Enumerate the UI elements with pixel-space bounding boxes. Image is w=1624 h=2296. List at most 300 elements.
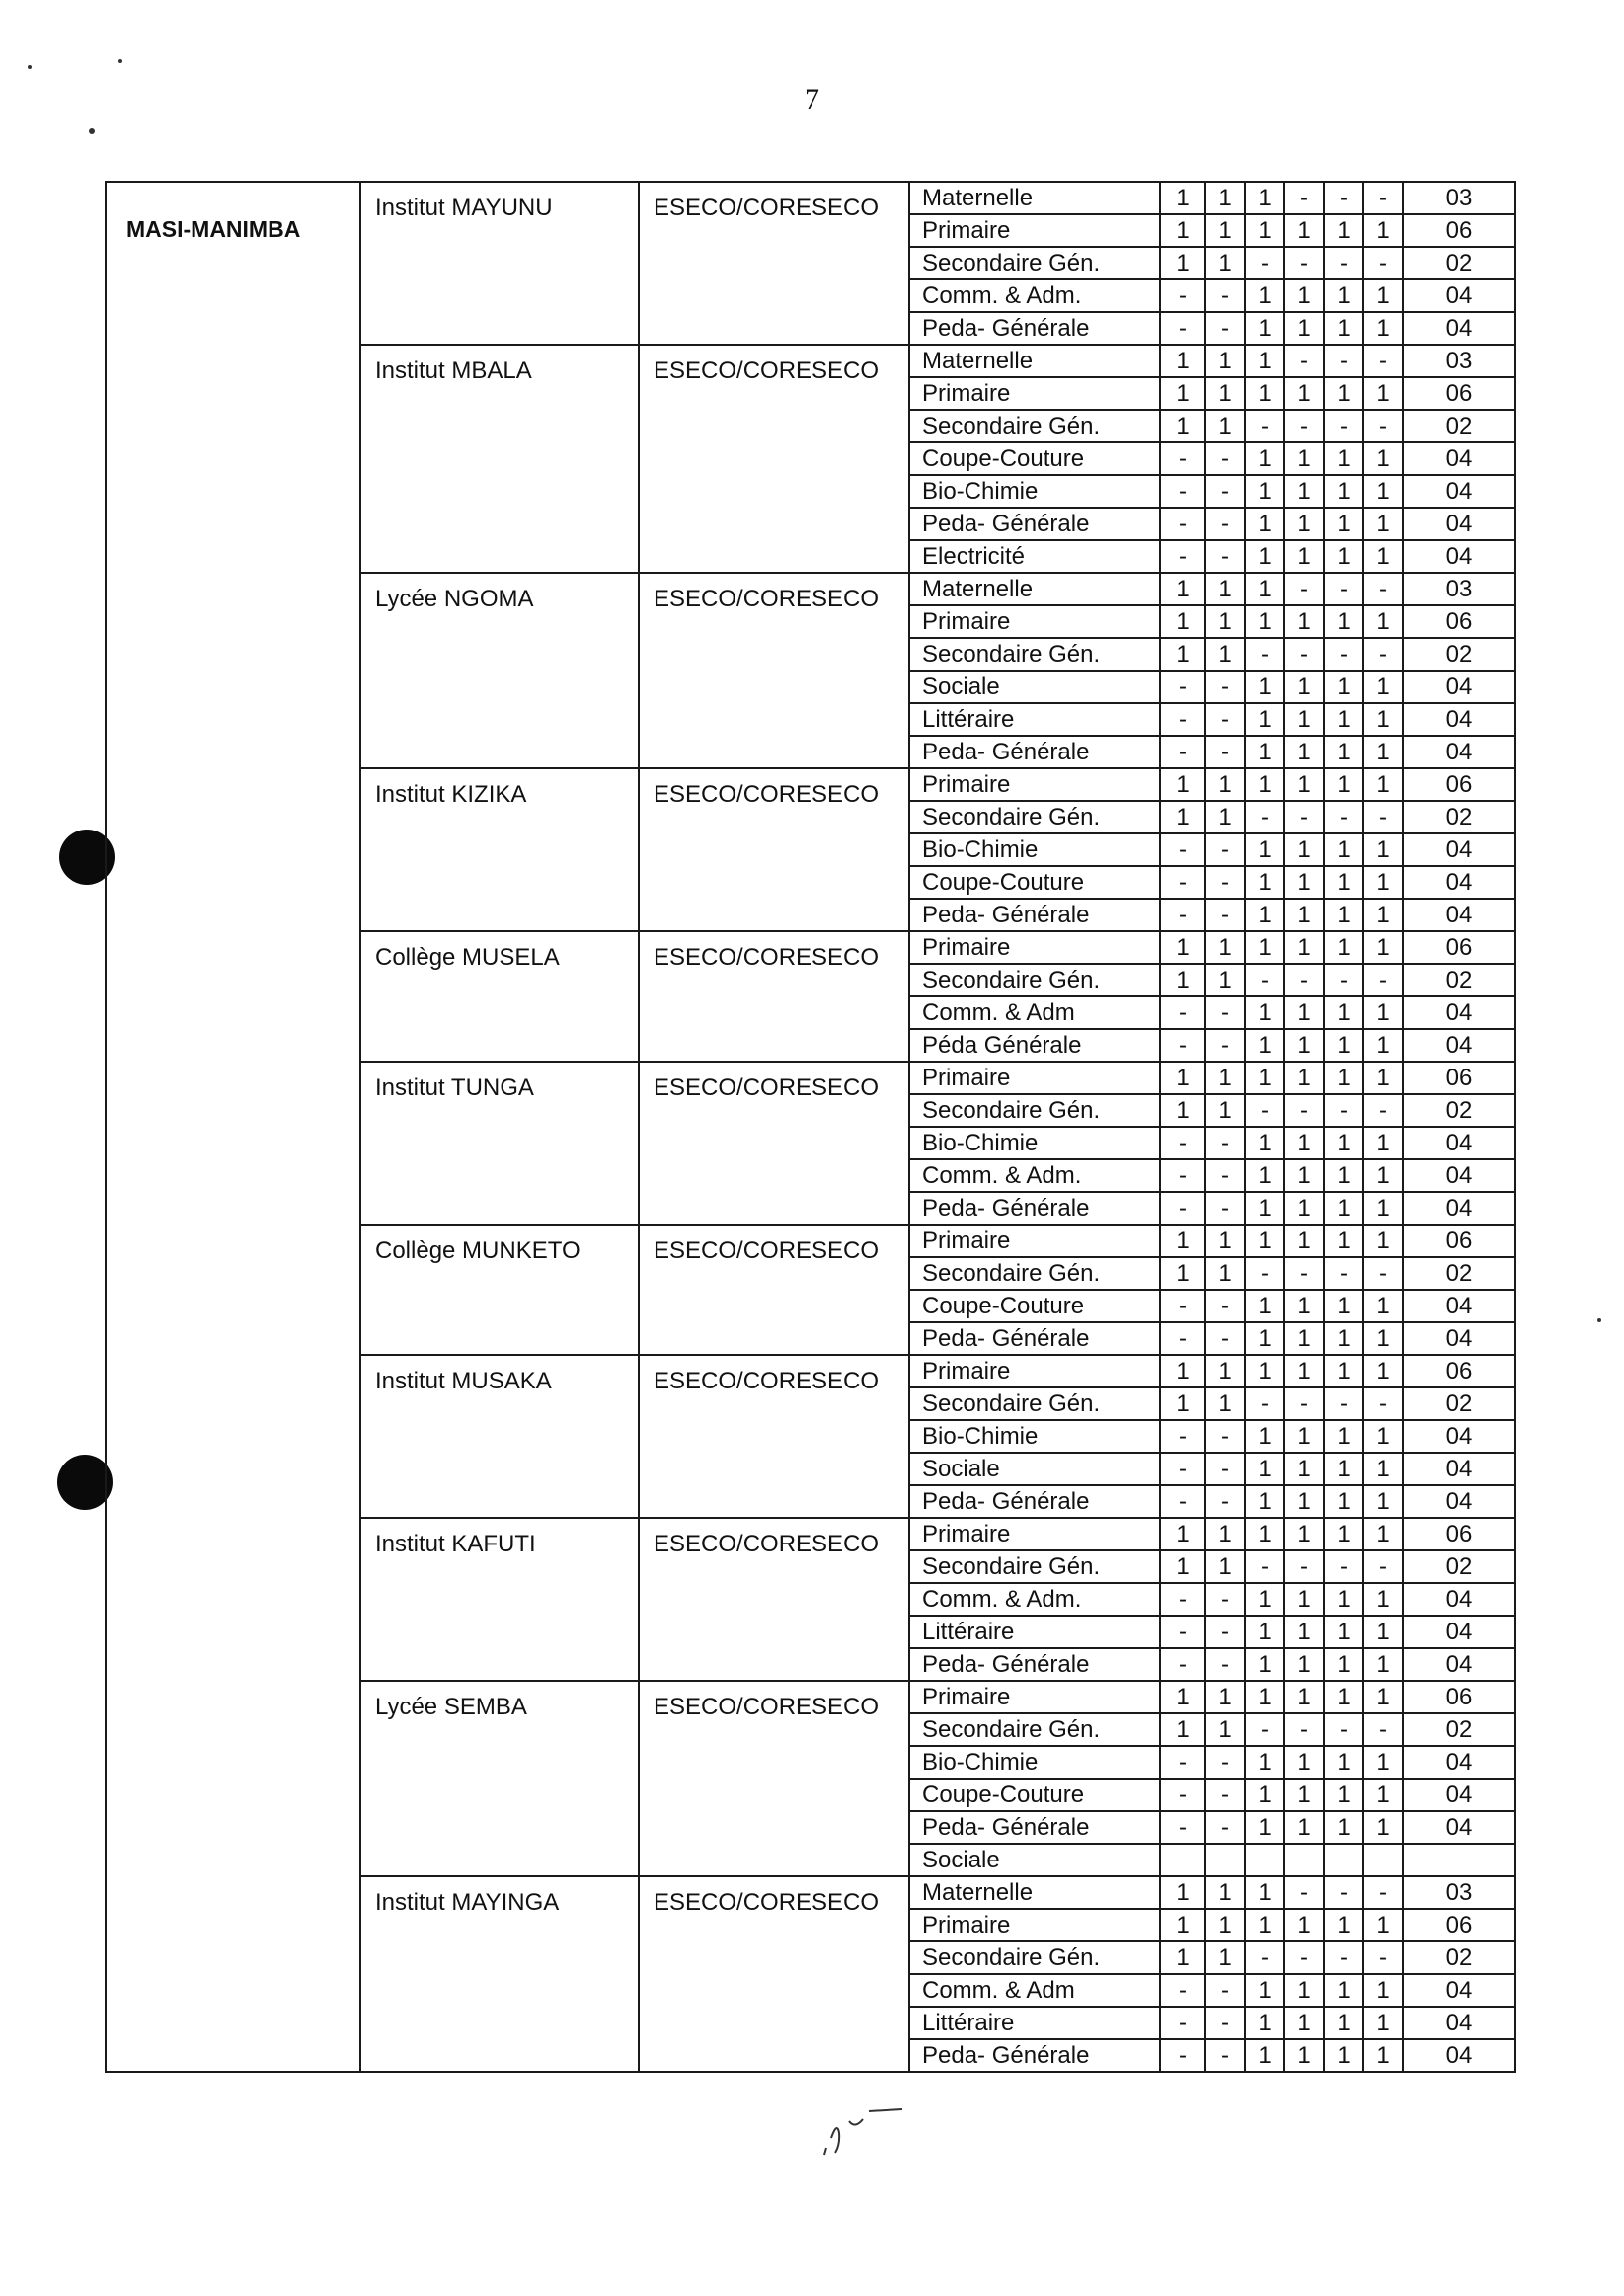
class-count-cell: 1 [1160,964,1205,996]
class-count-cell: 1 [1245,605,1284,638]
class-count-cell: 1 [1160,1387,1205,1420]
class-count-cell: - [1205,736,1245,768]
class-count-cell: 1 [1245,508,1284,540]
option-label: Bio-Chimie [909,1746,1160,1779]
school-name: Institut KAFUTI [360,1518,639,1681]
class-count-cell: - [1284,573,1324,605]
total-cell: 02 [1403,1713,1515,1746]
class-count-cell: 1 [1324,540,1363,573]
class-count-cell: 1 [1324,671,1363,703]
class-count-cell: 1 [1160,182,1205,214]
class-count-cell: 1 [1284,1029,1324,1062]
class-count-cell: 1 [1205,1713,1245,1746]
class-count-cell: 1 [1324,1290,1363,1322]
option-label: Littéraire [909,1616,1160,1648]
total-cell: 02 [1403,1550,1515,1583]
class-count-cell: - [1245,638,1284,671]
class-count-cell: 1 [1160,1062,1205,1094]
class-count-cell: 1 [1363,1648,1403,1681]
class-count-cell: 1 [1160,1713,1205,1746]
class-count-cell: - [1205,508,1245,540]
school-organization: ESECO/CORESECO [639,1518,909,1681]
option-label: Comm. & Adm [909,1974,1160,2007]
class-count-cell: 1 [1324,1779,1363,1811]
class-count-cell: 1 [1205,1355,1245,1387]
class-count-cell: 1 [1324,1355,1363,1387]
class-count-cell: 1 [1324,2007,1363,2039]
class-count-cell: 1 [1284,1322,1324,1355]
handwritten-mark [810,2094,928,2163]
class-count-cell: - [1205,2039,1245,2072]
option-label: Sociale [909,1453,1160,1485]
class-count-cell: 1 [1245,768,1284,801]
total-cell: 04 [1403,866,1515,899]
class-count-cell: 1 [1245,1420,1284,1453]
total-cell: 06 [1403,605,1515,638]
class-count-cell [1245,1844,1284,1876]
total-cell: 02 [1403,638,1515,671]
school-name: Institut MBALA [360,345,639,573]
option-label: Péda Générale [909,1029,1160,1062]
option-label: Maternelle [909,573,1160,605]
school-organization: ESECO/CORESECO [639,1225,909,1355]
class-count-cell: 1 [1284,1159,1324,1192]
class-count-cell: 1 [1205,1681,1245,1713]
total-cell: 04 [1403,1322,1515,1355]
scan-speck [28,65,32,69]
class-count-cell: 1 [1245,377,1284,410]
total-cell: 02 [1403,247,1515,279]
class-count-cell: 1 [1324,214,1363,247]
class-count-cell: 1 [1245,540,1284,573]
class-count-cell: - [1205,866,1245,899]
page-number: 7 [805,83,819,116]
option-label: Secondaire Gén. [909,1094,1160,1127]
class-count-cell: - [1363,801,1403,833]
total-cell: 04 [1403,1583,1515,1616]
class-count-cell: 1 [1363,279,1403,312]
option-label: Peda- Générale [909,1648,1160,1681]
class-count-cell: 1 [1284,1355,1324,1387]
class-count-cell: 1 [1245,833,1284,866]
scan-speck [1597,1318,1601,1322]
class-count-cell: 1 [1324,996,1363,1029]
total-cell: 04 [1403,1453,1515,1485]
school-organization: ESECO/CORESECO [639,768,909,931]
option-label: Secondaire Gén. [909,410,1160,442]
total-cell: 04 [1403,899,1515,931]
class-count-cell: 1 [1245,1029,1284,1062]
class-count-cell: - [1363,573,1403,605]
class-count-cell: - [1205,899,1245,931]
class-count-cell: 1 [1284,736,1324,768]
class-count-cell: - [1160,2007,1205,2039]
class-count-cell: - [1205,1974,1245,2007]
option-label: Coupe-Couture [909,1290,1160,1322]
total-cell: 04 [1403,1485,1515,1518]
class-count-cell: 1 [1160,801,1205,833]
option-label: Primaire [909,1225,1160,1257]
class-count-cell: 1 [1324,442,1363,475]
school-organization: ESECO/CORESECO [639,573,909,768]
class-count-cell: - [1245,801,1284,833]
class-count-cell: - [1205,1029,1245,1062]
class-count-cell: 1 [1205,638,1245,671]
class-count-cell: 1 [1245,996,1284,1029]
class-count-cell: 1 [1160,247,1205,279]
class-count-cell: 1 [1245,1811,1284,1844]
class-count-cell: 1 [1284,996,1324,1029]
class-count-cell: 1 [1363,1029,1403,1062]
total-cell: 04 [1403,2007,1515,2039]
class-count-cell: 1 [1324,312,1363,345]
class-count-cell: - [1160,1811,1205,1844]
class-count-cell: 1 [1245,931,1284,964]
class-count-cell: 1 [1160,605,1205,638]
class-count-cell: 1 [1363,475,1403,508]
class-count-cell: 1 [1205,801,1245,833]
class-count-cell: 1 [1245,1681,1284,1713]
class-count-cell: 1 [1284,2039,1324,2072]
school-organization: ESECO/CORESECO [639,1062,909,1225]
class-count-cell: - [1160,540,1205,573]
class-count-cell: - [1205,540,1245,573]
class-count-cell: 1 [1245,573,1284,605]
option-label: Secondaire Gén. [909,638,1160,671]
class-count-cell: 1 [1284,605,1324,638]
class-count-cell: - [1160,703,1205,736]
class-count-cell: 1 [1284,540,1324,573]
class-count-cell: 1 [1363,1290,1403,1322]
class-count-cell: - [1160,1746,1205,1779]
class-count-cell: 1 [1363,866,1403,899]
class-count-cell: 1 [1245,1192,1284,1225]
school-name: Lycée NGOMA [360,573,639,768]
class-count-cell: - [1363,182,1403,214]
class-count-cell: - [1160,1453,1205,1485]
class-count-cell: - [1205,1616,1245,1648]
total-cell: 04 [1403,1648,1515,1681]
class-count-cell: 1 [1284,508,1324,540]
class-count-cell: - [1205,996,1245,1029]
class-count-cell: 1 [1284,1583,1324,1616]
class-count-cell: - [1324,410,1363,442]
class-count-cell: 1 [1363,377,1403,410]
class-count-cell: 1 [1284,1192,1324,1225]
class-count-cell: 1 [1324,2039,1363,2072]
option-label: Coupe-Couture [909,1779,1160,1811]
class-count-cell: 1 [1245,1290,1284,1322]
class-count-cell: - [1160,1127,1205,1159]
total-cell: 04 [1403,312,1515,345]
class-count-cell: - [1205,1420,1245,1453]
class-count-cell: - [1324,1550,1363,1583]
class-count-cell: 1 [1324,1811,1363,1844]
option-label: Primaire [909,768,1160,801]
class-count-cell: 1 [1160,345,1205,377]
class-count-cell: - [1160,1616,1205,1648]
class-count-cell: 1 [1160,410,1205,442]
class-count-cell: 1 [1363,1909,1403,1941]
class-count-cell: 1 [1324,703,1363,736]
class-count-cell: - [1284,964,1324,996]
class-count-cell [1284,1844,1324,1876]
class-count-cell: - [1205,1192,1245,1225]
class-count-cell: 1 [1284,1811,1324,1844]
class-count-cell: 1 [1284,1062,1324,1094]
class-count-cell: 1 [1284,1420,1324,1453]
class-count-cell: - [1363,1941,1403,1974]
total-cell: 03 [1403,345,1515,377]
total-cell: 02 [1403,1257,1515,1290]
total-cell: 04 [1403,1290,1515,1322]
class-count-cell: - [1245,964,1284,996]
class-count-cell: 1 [1284,1648,1324,1681]
option-label: Peda- Générale [909,736,1160,768]
option-label: Maternelle [909,182,1160,214]
class-count-cell: 1 [1363,1453,1403,1485]
class-count-cell: 1 [1363,1420,1403,1453]
total-cell: 02 [1403,1941,1515,1974]
class-count-cell: - [1363,1387,1403,1420]
total-cell: 06 [1403,1909,1515,1941]
class-count-cell: 1 [1363,605,1403,638]
class-count-cell: - [1324,1941,1363,1974]
school-organization: ESECO/CORESECO [639,1355,909,1518]
class-count-cell: - [1284,182,1324,214]
option-label: Primaire [909,1355,1160,1387]
class-count-cell: 1 [1363,1159,1403,1192]
option-label: Coupe-Couture [909,442,1160,475]
class-count-cell: 1 [1205,1518,1245,1550]
class-count-cell: - [1324,964,1363,996]
class-count-cell: - [1160,1485,1205,1518]
option-label: Maternelle [909,345,1160,377]
total-cell [1403,1844,1515,1876]
class-count-cell: 1 [1160,377,1205,410]
class-count-cell: 1 [1284,279,1324,312]
class-count-cell: 1 [1363,931,1403,964]
class-count-cell: 1 [1245,1779,1284,1811]
class-count-cell: - [1160,312,1205,345]
class-count-cell: 1 [1324,768,1363,801]
total-cell: 04 [1403,833,1515,866]
school-options-table [105,181,1516,2073]
class-count-cell: 1 [1363,312,1403,345]
class-count-cell: 1 [1160,1225,1205,1257]
scan-speck [89,128,95,134]
total-cell: 04 [1403,279,1515,312]
class-count-cell: 1 [1205,377,1245,410]
class-count-cell: - [1284,1094,1324,1127]
option-label: Peda- Générale [909,312,1160,345]
class-count-cell: - [1324,1387,1363,1420]
class-count-cell: - [1205,1746,1245,1779]
total-cell: 04 [1403,2039,1515,2072]
class-count-cell: 1 [1160,1518,1205,1550]
class-count-cell: - [1160,1420,1205,1453]
class-count-cell: 1 [1205,964,1245,996]
total-cell: 04 [1403,1811,1515,1844]
option-label: Coupe-Couture [909,866,1160,899]
class-count-cell: 1 [1363,2007,1403,2039]
total-cell: 04 [1403,996,1515,1029]
class-count-cell: - [1160,1029,1205,1062]
school-name: Lycée SEMBA [360,1681,639,1876]
class-count-cell: - [1160,1322,1205,1355]
class-count-cell: 1 [1245,671,1284,703]
class-count-cell: 1 [1160,768,1205,801]
class-count-cell: - [1160,1974,1205,2007]
class-count-cell: 1 [1245,1518,1284,1550]
class-count-cell: 1 [1324,1322,1363,1355]
class-count-cell: 1 [1324,475,1363,508]
total-cell: 04 [1403,1127,1515,1159]
option-label: Primaire [909,605,1160,638]
class-count-cell: 1 [1205,410,1245,442]
option-label: Maternelle [909,1876,1160,1909]
class-count-cell: 1 [1160,1355,1205,1387]
class-count-cell: 1 [1245,1453,1284,1485]
class-count-cell: - [1160,996,1205,1029]
class-count-cell: 1 [1363,214,1403,247]
option-label: Peda- Générale [909,1322,1160,1355]
total-cell: 06 [1403,377,1515,410]
class-count-cell: - [1160,1779,1205,1811]
class-count-cell: - [1324,247,1363,279]
option-label: Secondaire Gén. [909,1550,1160,1583]
total-cell: 06 [1403,1518,1515,1550]
class-count-cell: - [1245,247,1284,279]
class-count-cell: - [1205,833,1245,866]
class-count-cell: - [1205,1811,1245,1844]
total-cell: 04 [1403,1029,1515,1062]
class-count-cell: 1 [1324,1127,1363,1159]
class-count-cell: 1 [1324,1909,1363,1941]
option-label: Secondaire Gén. [909,247,1160,279]
class-count-cell: - [1284,638,1324,671]
class-count-cell: 1 [1160,1876,1205,1909]
scan-speck [118,59,122,63]
class-count-cell: 1 [1363,1225,1403,1257]
total-cell: 04 [1403,1420,1515,1453]
class-count-cell: 1 [1363,1062,1403,1094]
class-count-cell: 1 [1245,899,1284,931]
total-cell: 02 [1403,1387,1515,1420]
total-cell: 04 [1403,1779,1515,1811]
option-label: Comm. & Adm [909,996,1160,1029]
class-count-cell: - [1284,1876,1324,1909]
class-count-cell: - [1363,1094,1403,1127]
class-count-cell: 1 [1363,703,1403,736]
class-count-cell: 1 [1245,1648,1284,1681]
class-count-cell: 1 [1363,442,1403,475]
school-name: Institut MAYUNU [360,182,639,345]
class-count-cell: 1 [1160,214,1205,247]
class-count-cell: - [1324,182,1363,214]
class-count-cell: 1 [1324,1681,1363,1713]
class-count-cell: 1 [1324,1225,1363,1257]
class-count-cell: 1 [1324,833,1363,866]
class-count-cell: 1 [1324,1583,1363,1616]
class-count-cell: 1 [1363,768,1403,801]
class-count-cell: 1 [1284,312,1324,345]
class-count-cell: - [1284,345,1324,377]
class-count-cell: - [1324,638,1363,671]
class-count-cell: - [1205,312,1245,345]
school-organization: ESECO/CORESECO [639,182,909,345]
option-label: Primaire [909,214,1160,247]
class-count-cell: - [1160,442,1205,475]
class-count-cell: - [1160,833,1205,866]
class-count-cell: 1 [1284,475,1324,508]
class-count-cell: - [1160,899,1205,931]
class-count-cell: - [1324,573,1363,605]
class-count-cell: - [1160,279,1205,312]
class-count-cell: 1 [1363,736,1403,768]
option-label: Primaire [909,1681,1160,1713]
option-label: Primaire [909,1518,1160,1550]
class-count-cell: - [1284,1550,1324,1583]
class-count-cell: 1 [1363,833,1403,866]
class-count-cell: 1 [1245,214,1284,247]
class-count-cell: 1 [1245,1876,1284,1909]
class-count-cell: - [1160,1192,1205,1225]
class-count-cell: - [1205,2007,1245,2039]
total-cell: 06 [1403,214,1515,247]
class-count-cell: 1 [1205,182,1245,214]
class-count-cell: - [1205,1779,1245,1811]
class-count-cell: - [1363,247,1403,279]
class-count-cell: 1 [1284,1681,1324,1713]
class-count-cell: - [1245,1941,1284,1974]
class-count-cell: - [1363,1257,1403,1290]
class-count-cell: - [1160,2039,1205,2072]
class-count-cell: - [1363,345,1403,377]
class-count-cell: 1 [1205,1941,1245,1974]
class-count-cell: - [1205,475,1245,508]
class-count-cell: 1 [1245,1225,1284,1257]
total-cell: 04 [1403,736,1515,768]
class-count-cell: - [1284,1387,1324,1420]
class-count-cell: - [1205,671,1245,703]
option-label: Bio-Chimie [909,1127,1160,1159]
class-count-cell: - [1205,1583,1245,1616]
class-count-cell: 1 [1324,1746,1363,1779]
class-count-cell: - [1324,1257,1363,1290]
class-count-cell: - [1324,1713,1363,1746]
class-count-cell: - [1363,1550,1403,1583]
option-label: Littéraire [909,2007,1160,2039]
class-count-cell: 1 [1245,1485,1284,1518]
class-count-cell: - [1363,964,1403,996]
class-count-cell: - [1363,1713,1403,1746]
option-label: Peda- Générale [909,2039,1160,2072]
class-count-cell: - [1205,442,1245,475]
school-name: Institut KIZIKA [360,768,639,931]
option-label: Secondaire Gén. [909,1713,1160,1746]
class-count-cell: 1 [1245,866,1284,899]
class-count-cell: 1 [1284,931,1324,964]
total-cell: 06 [1403,1225,1515,1257]
class-count-cell: 1 [1160,573,1205,605]
class-count-cell: 1 [1205,1876,1245,1909]
class-count-cell: 1 [1205,345,1245,377]
class-count-cell: 1 [1284,442,1324,475]
total-cell: 06 [1403,1355,1515,1387]
class-count-cell: 1 [1284,1779,1324,1811]
school-name: Collège MUNKETO [360,1225,639,1355]
